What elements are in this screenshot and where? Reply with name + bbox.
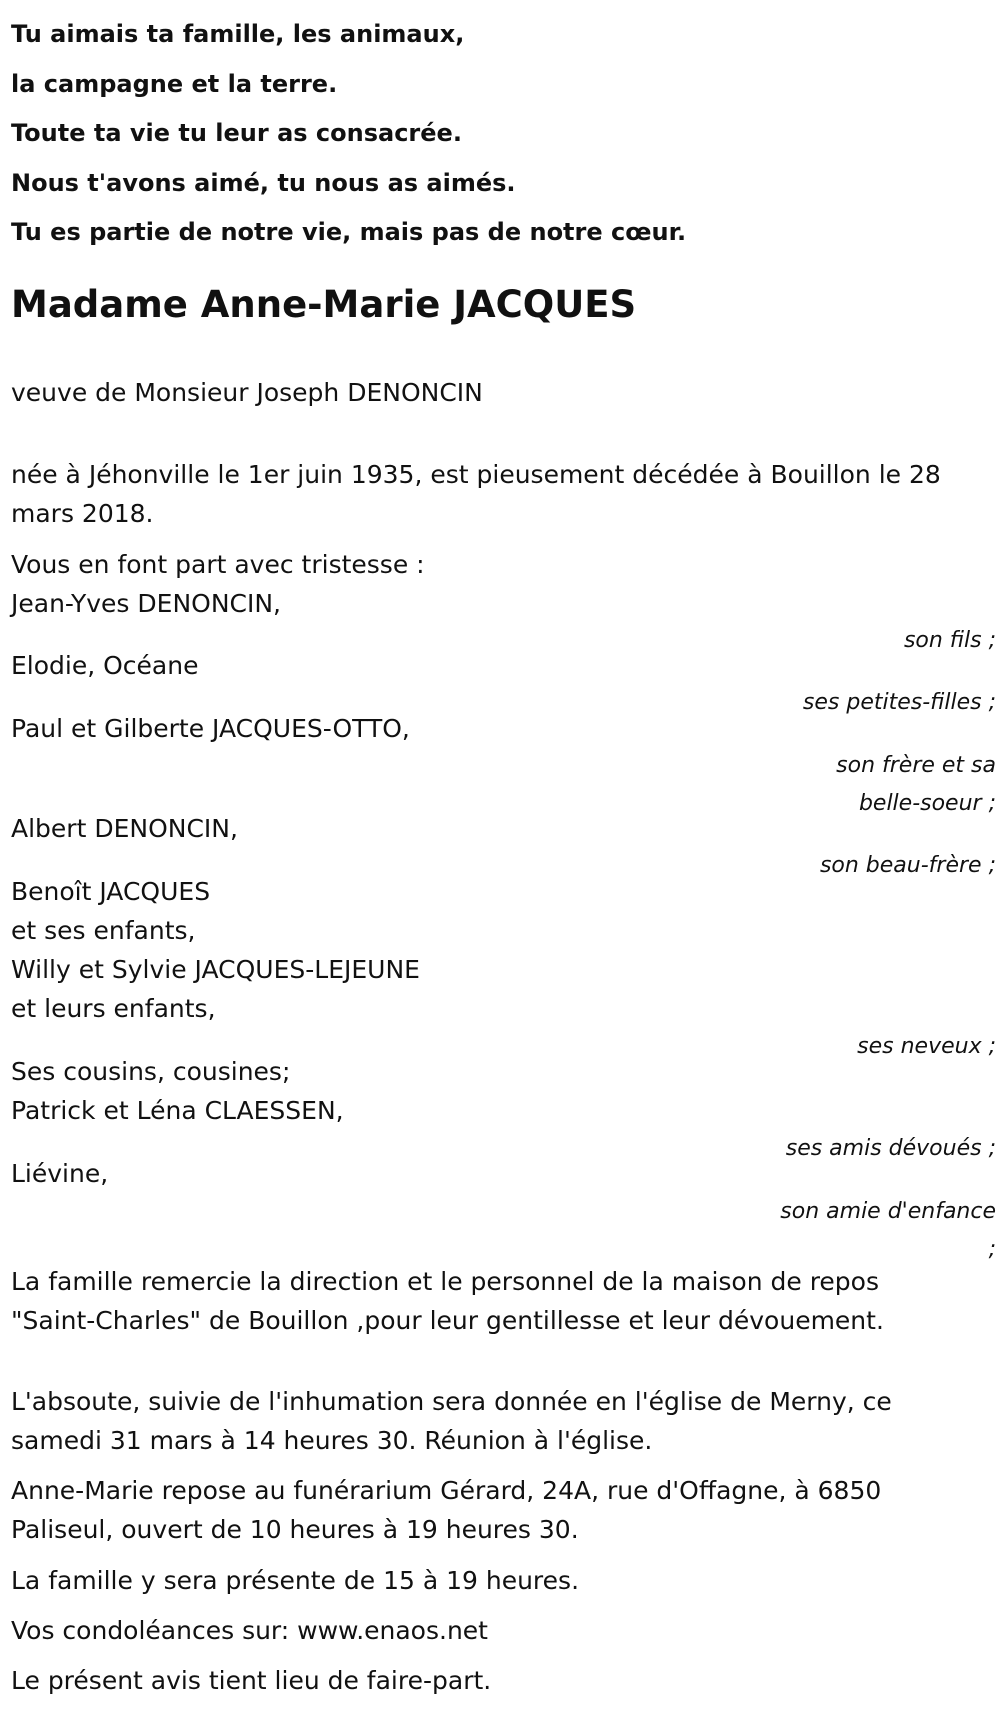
notice-line: Le présent avis tient lieu de faire-part. (11, 1666, 492, 1695)
family-names: Elodie, Océane (11, 651, 199, 680)
thanks-line-1: La famille remercie la direction et le personnel de la maison de repos (11, 1267, 879, 1296)
presence-line: La famille y sera présente de 15 à 19 heures. (11, 1566, 580, 1595)
family-names: Albert DENONCIN, (11, 814, 238, 843)
widow-line: veuve de Monsieur Joseph DENONCIN (11, 378, 483, 407)
condolences-line: Vos condoléances sur: www.enaos.net (11, 1616, 488, 1645)
family-names: Ses cousins, cousines; (11, 1057, 291, 1086)
funerarium-line-2: Paliseul, ouvert de 10 heures à 19 heures 30. (11, 1515, 579, 1544)
poem (11, 10, 971, 258)
family-role: ; (988, 1237, 996, 1262)
family-role: son amie d'enfance (780, 1199, 996, 1224)
family-role: son fils ; (903, 628, 996, 653)
family-names: Jean-Yves DENONCIN, (11, 589, 281, 618)
family-names: Patrick et Léna CLAESSEN, (11, 1096, 344, 1125)
family-role: ses neveux ; (857, 1034, 996, 1059)
birth-death-line-1: née à Jéhonville le 1er juin 1935, est pieusement décédée à Bouillon le 28 (11, 460, 941, 489)
funerarium-line-1: Anne-Marie repose au funérarium Gérard, 24A, rue d'Offagne, à 6850 (11, 1476, 882, 1505)
family-names: Liévine, (11, 1159, 109, 1188)
ceremony-line-1: L'absoute, suivie de l'inhumation sera donnée en l'église de Merny, ce (11, 1387, 892, 1416)
announce-line: Vous en font part avec tristesse : (11, 550, 425, 579)
family-names: Benoît JACQUES (11, 877, 211, 906)
family-names: et ses enfants, (11, 916, 196, 945)
poem-line: Tu aimais ta famille, les animaux, (11, 20, 465, 48)
family-names: Willy et Sylvie JACQUES-LEJEUNE (11, 955, 420, 984)
poem-line: la campagne et la terre. (11, 69, 338, 98)
family-role: son beau-frère ; (819, 853, 996, 878)
poem-line: Toute ta vie tu leur as consacrée. (11, 119, 462, 147)
thanks-line-2: "Saint-Charles" de Bouillon ,pour leur gentillesse et leur dévouement. (11, 1306, 884, 1335)
deceased-name-title: Madame Anne-Marie JACQUES (11, 283, 637, 326)
family-names: et leurs enfants, (11, 994, 216, 1023)
birth-death-line-2: mars 2018. (11, 499, 154, 528)
family-role: belle-soeur ; (858, 791, 996, 816)
family-role: son frère et sa (836, 753, 996, 778)
poem-line: Nous t'avons aimé, tu nous as aimés. (11, 168, 516, 197)
ceremony-line-2: samedi 31 mars à 14 heures 30. Réunion à l'église. (11, 1426, 653, 1455)
family-role: ses petites-filles ; (802, 690, 996, 715)
family-names: Paul et Gilberte JACQUES-OTTO, (11, 714, 410, 743)
poem-line: Tu es partie de notre vie, mais pas de notre cœur. (11, 218, 687, 246)
family-role: ses amis dévoués ; (785, 1136, 996, 1161)
